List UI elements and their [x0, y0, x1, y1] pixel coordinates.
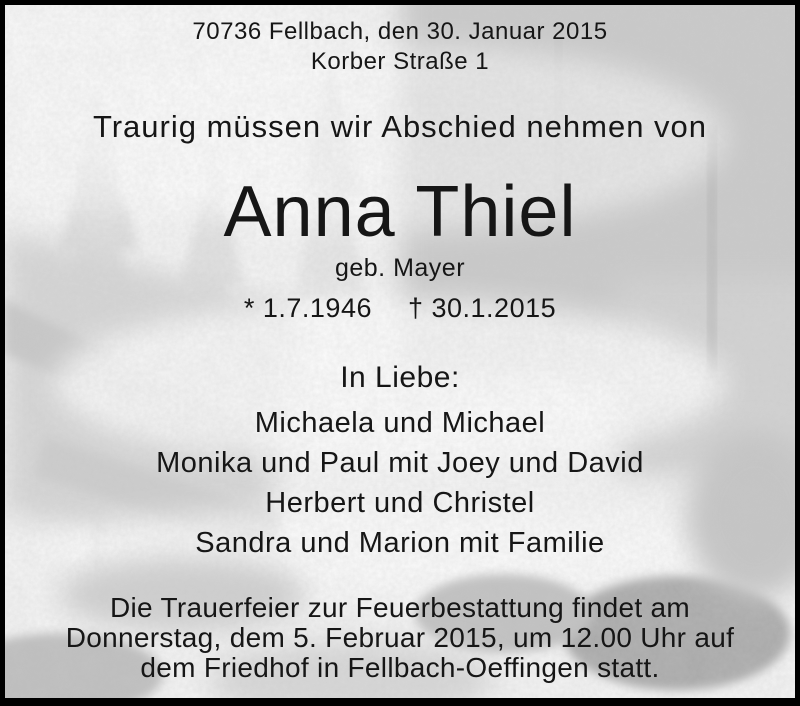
birth-date: * 1.7.1946: [243, 293, 372, 323]
funeral-info: [5, 593, 795, 683]
dateline-street: Korber Straße 1: [310, 48, 490, 75]
mourner-line: Michaela und Michael: [254, 407, 546, 439]
dateline: [5, 17, 795, 77]
dateline-city-date: 70736 Fellbach, den 30. Januar 2015: [192, 18, 608, 45]
mourner-line: Monika und Paul mit Joey und David: [156, 447, 644, 479]
mourners-heading: In Liebe:: [340, 361, 460, 394]
intro-line: Traurig müssen wir Abschied nehmen von: [92, 109, 708, 144]
deceased-name: Anna Thiel: [223, 172, 577, 252]
funeral-line: Die Trauerfeier zur Feuerbestattung findet am: [109, 592, 690, 623]
life-dates: [5, 293, 795, 324]
mourner-line: Sandra und Marion mit Familie: [195, 527, 605, 559]
funeral-line: Donnerstag, dem 5. Februar 2015, um 12.00 Uhr auf: [65, 622, 735, 653]
maiden-name: geb. Mayer: [334, 254, 466, 282]
notice-text: [5, 5, 795, 698]
funeral-line: dem Friedhof in Fellbach-Oeffingen statt.: [140, 652, 660, 683]
mourner-line: Herbert und Christel: [265, 487, 535, 519]
death-date: † 30.1.2015: [407, 293, 557, 323]
mourners-list: [5, 403, 795, 563]
